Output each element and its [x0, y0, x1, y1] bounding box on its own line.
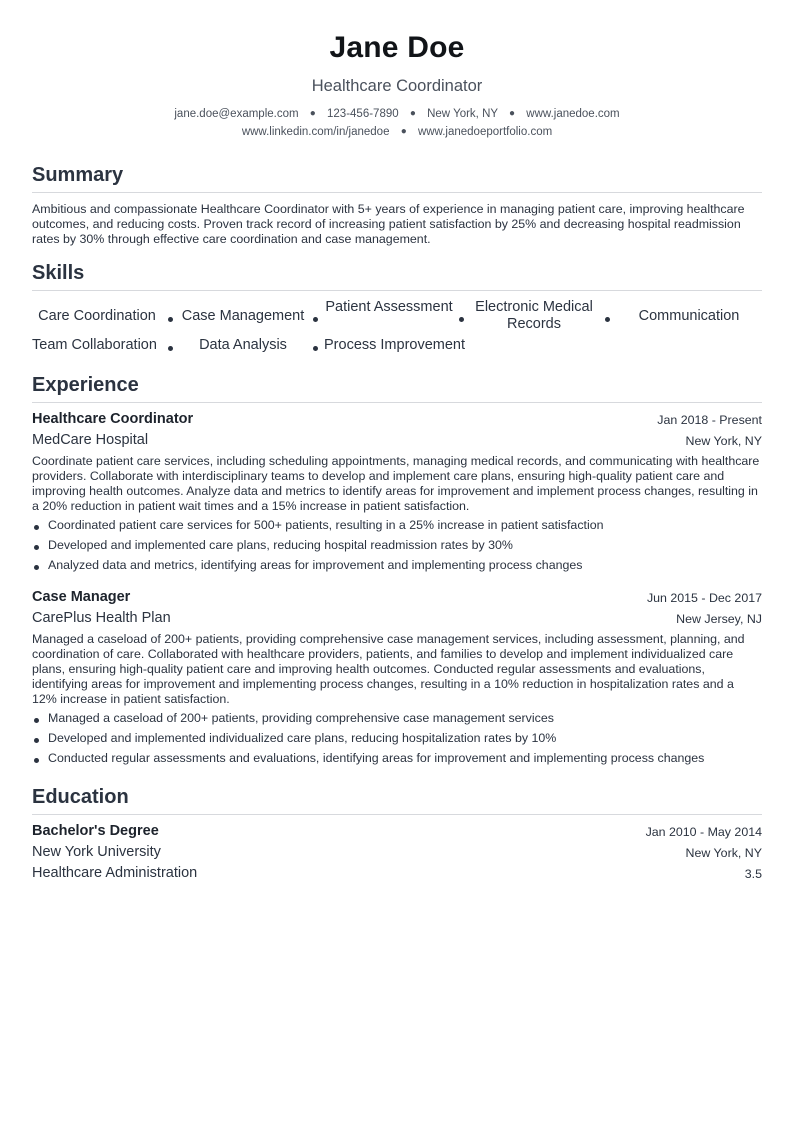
job-description: Coordinate patient care services, including scheduling appointments, managing medical records, and communicating with healthcare providers. Collaborate with interdisciplinary teams to develop and implement care plans, ensuring high-quality patient care and improving health outcomes. Analyze data and metrics to identify areas for improvement and implement process changes, resulting in a 20% reduction in patient wait times and a 15% increase in patient satisfaction. — [32, 454, 760, 513]
skill-item: Team Collaboration — [32, 337, 157, 353]
separator-dot: ● — [309, 108, 316, 119]
job-highlights — [32, 515, 762, 575]
contact-linkedin[interactable]: www.linkedin.com/in/janedoe — [241, 126, 390, 138]
summary-text: Ambitious and compassionate Healthcare Coordinator with 5+ years of experience in managing patient care, improving healthcare outcomes, and reducing costs. Proven track record of increasing patient satisfaction by 25% and decreasing hospital readmission rates by 30% through effective care coordination and case management. — [32, 202, 745, 246]
job-title: Case Manager — [32, 589, 131, 605]
list-item — [32, 728, 762, 748]
education-heading: Education — [32, 786, 762, 815]
bullet-dot — [34, 545, 39, 550]
highlight-text: Developed and implemented individualized care plans, reducing hospitalization rates by 10% — [48, 731, 557, 745]
list-item — [32, 535, 762, 555]
list-item — [32, 748, 762, 768]
candidate-title: Healthcare Coordinator — [311, 77, 483, 95]
skill-item: Electronic Medical Records — [475, 299, 593, 332]
bullet-dot — [34, 565, 39, 570]
separator-dot: ● — [409, 108, 416, 119]
job-location: New Jersey, NJ — [676, 612, 762, 626]
skill-item: Communication — [638, 308, 740, 324]
job-dates: Jun 2015 - Dec 2017 — [646, 591, 762, 605]
bullet-dot — [34, 738, 39, 743]
list-item — [32, 515, 762, 535]
separator-dot: ● — [509, 108, 516, 119]
skill-separator-dot — [605, 317, 610, 322]
field-of-study: Healthcare Administration — [32, 865, 198, 881]
highlight-text: Analyzed data and metrics, identifying areas for improvement and implementing process changes — [48, 558, 583, 572]
list-item — [32, 708, 762, 728]
contact-location: New York, NY — [427, 108, 498, 120]
job-title: Healthcare Coordinator — [32, 411, 194, 427]
skill-item: Data Analysis — [199, 337, 287, 353]
degree: Bachelor's Degree — [32, 823, 159, 839]
skill-item: Care Coordination — [38, 308, 156, 324]
list-item — [32, 555, 762, 575]
job-dates: Jan 2018 - Present — [657, 413, 762, 427]
separator-dot: ● — [400, 126, 407, 137]
highlight-text: Managed a caseload of 200+ patients, providing comprehensive case management services — [48, 711, 554, 725]
job-highlights — [32, 708, 762, 768]
contact-website[interactable]: www.janedoe.com — [526, 108, 620, 120]
education-dates: Jan 2010 - May 2014 — [645, 825, 762, 839]
school: New York University — [32, 844, 161, 860]
highlight-text: Coordinated patient care services for 500+ patients, resulting in a 25% increase in patient satisfaction — [48, 518, 604, 532]
gpa: 3.5 — [744, 867, 762, 881]
skill-separator-dot — [168, 346, 173, 351]
contact-portfolio[interactable]: www.janedoeportfolio.com — [417, 126, 553, 138]
contact-line-1 — [32, 108, 762, 120]
job-company: CarePlus Health Plan — [32, 610, 171, 626]
skill-separator-dot — [313, 317, 318, 322]
contact-phone[interactable]: 123-456-7890 — [327, 108, 399, 120]
skill-separator-dot — [459, 317, 464, 322]
bullet-dot — [34, 758, 39, 763]
job-location: New York, NY — [685, 434, 762, 448]
skill-separator-dot — [168, 317, 173, 322]
skill-item: Patient Assessment — [325, 299, 453, 315]
job-company: MedCare Hospital — [32, 432, 149, 448]
school-location: New York, NY — [685, 846, 762, 860]
candidate-name: Jane Doe — [329, 31, 465, 64]
bullet-dot — [34, 525, 39, 530]
contact-email[interactable]: jane.doe@example.com — [174, 108, 299, 120]
job-description: Managed a caseload of 200+ patients, providing comprehensive case management services, including assessment, planning, and coordination of care. Collaborated with healthcare providers, patients, and families to develop and implement individualized care plans, ensuring high-quality patient care and improving health outcomes. Conducted regular assessments and evaluations, identifying areas for improvement and implementing process changes, resulting in a 10% reduction in hospitalization rates and a 12% increase in patient satisfaction. — [32, 632, 745, 706]
experience-heading: Experience — [32, 374, 762, 403]
skill-separator-dot — [313, 346, 318, 351]
skill-item: Process Improvement — [324, 337, 466, 353]
bullet-dot — [34, 718, 39, 723]
skill-item: Case Management — [181, 308, 305, 324]
highlight-text: Developed and implemented care plans, reducing hospital readmission rates by 30% — [48, 538, 513, 552]
summary-heading: Summary — [32, 164, 762, 193]
highlight-text: Conducted regular assessments and evaluations, identifying areas for improvement and implementing process changes — [48, 751, 705, 765]
skills-heading: Skills — [32, 262, 762, 291]
contact-line-2 — [32, 126, 762, 138]
